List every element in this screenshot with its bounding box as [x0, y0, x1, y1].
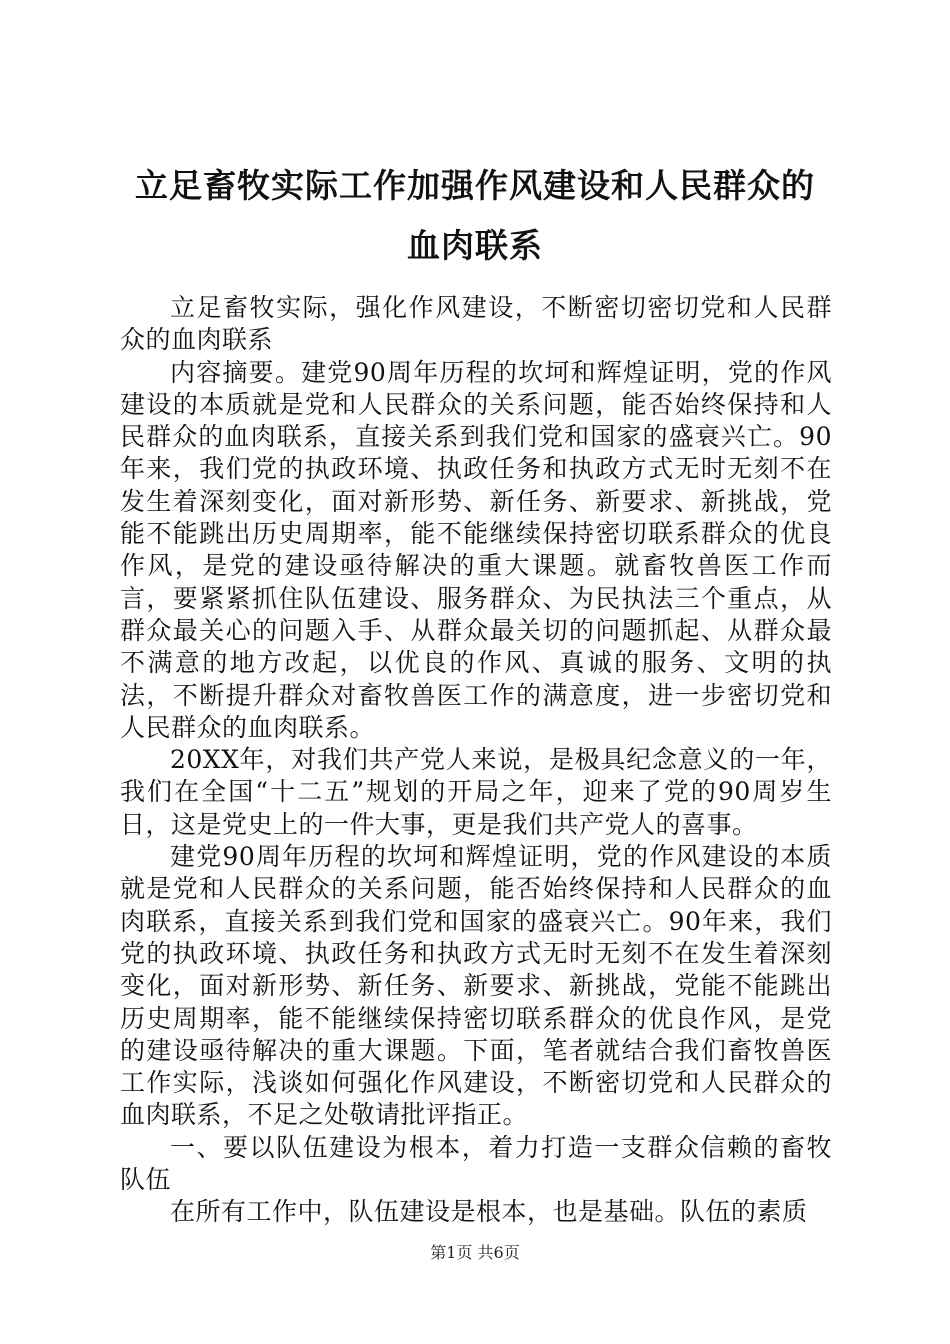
document-title-line-2: 血肉联系	[407, 226, 543, 265]
page-footer: 第1页 共6页	[430, 1243, 520, 1262]
paragraph-subtitle: 立足畜牧实际，强化作风建设，不断密切密切党和人民群众的血肉联系	[120, 293, 832, 355]
document-title-line-1: 立足畜牧实际工作加强作风建设和人民群众的	[135, 166, 815, 205]
paragraph-background: 建党90周年历程的坎坷和辉煌证明，党的作风建设的本质就是党和人民群众的关系问题，能否始终保持和人民群众的血肉联系，直接关系到我们党和国家的盛衰兴亡。90年来，我们党的执政环境、执政任务和执政方式无时无刻不在发生着深刻变化，面对新形势、新任务、新要求、新挑战，党能不能跳出历史周期率，能不能继续保持密切联系群众的优良作风，是党的建设亟待解决的重大课题。下面，笔者就结合我们畜牧兽医工作实际，浅谈如何强化作风建设，不断密切党和人民群众的血肉联系，不足之处敬请批评指正。	[120, 842, 832, 1130]
paragraph-abstract: 内容摘要。建党90周年历程的坎坷和辉煌证明，党的作风建设的本质就是党和人民群众的关系问题，能否始终保持和人民群众的血肉联系，直接关系到我们党和国家的盛衰兴亡。90年来，我们党的执政环境、执政任务和执政方式无时无刻不在发生着深刻变化，面对新形势、新任务、新要求、新挑战，党能不能跳出历史周期率，能不能继续保持密切联系群众的优良作风，是党的建设亟待解决的重大课题。就畜牧兽医工作而言，要紧紧抓住队伍建设、服务群众、为民执法三个重点，从群众最关心的问题入手、从群众最关切的问题抓起、从群众最不满意的地方改起，以优良的作风、真诚的服务、文明的执法，不断提升群众对畜牧兽医工作的满意度，进一步密切党和人民群众的血肉联系。	[120, 357, 832, 742]
paragraph-intro: 20XX年，对我们共产党人来说，是极具纪念意义的一年，我们在全国“十二五”规划的开局之年，迎来了党的90周岁生日，这是党史上的一件大事，更是我们共产党人的喜事。	[120, 745, 832, 839]
paragraph-section-1: 在所有工作中，队伍建设是根本，也是基础。队伍的素质	[170, 1197, 808, 1227]
document-body	[120, 292, 832, 1229]
section-heading-1: 一、要以队伍建设为根本，着力打造一支群众信赖的畜牧队伍	[120, 1132, 832, 1195]
